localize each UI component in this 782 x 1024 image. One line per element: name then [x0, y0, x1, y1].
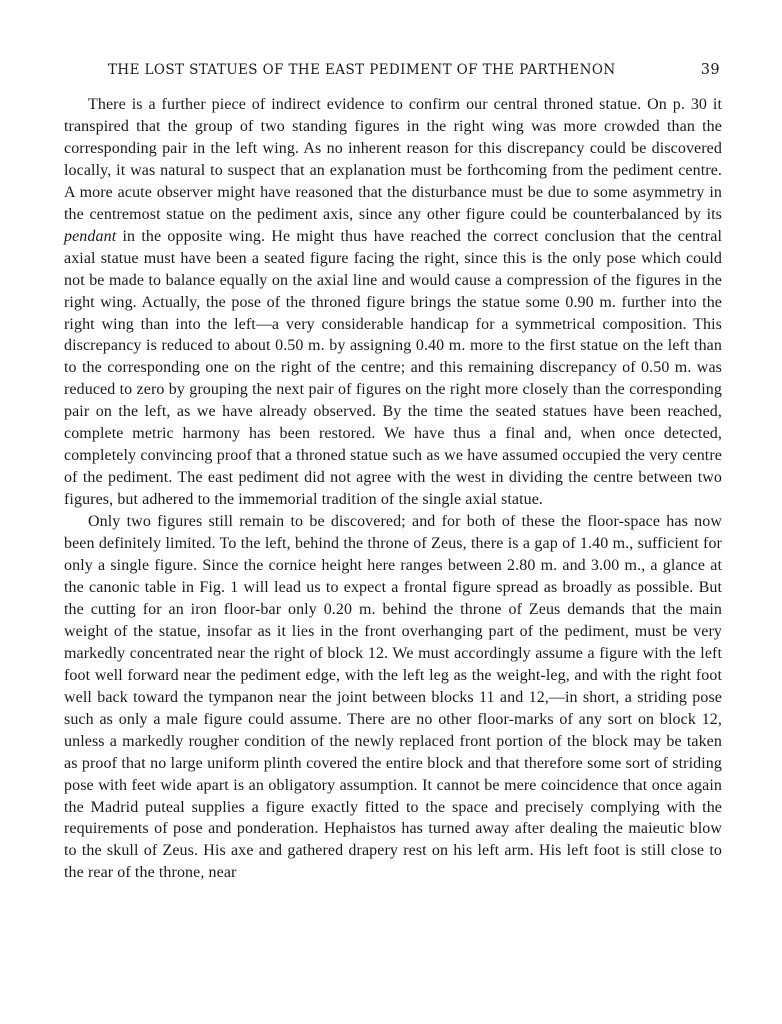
- running-header: [108, 62, 720, 84]
- body-text: [64, 94, 722, 884]
- paragraph-throned-statue-evidence: [64, 94, 722, 511]
- paragraph-text: in the opposite wing. He might thus have reached the correct conclusion that the central axial statue must have been a seated figure facing the right, since this is the only pose which could not be made to balance equally on the axial line and would cause a compression of the figures in the right wing. Actually, the pose of the throned figure brings the statue some 0.90 m. further into the right wing than into the left—a very considerable handicap for a symmetrical composition. This discrepancy is reduced to about 0.50 m. by assigning 0.40 m. more to the first statue on the left than to the corresponding one on the right of the centre; and this remaining discrepancy of 0.50 m. was reduced to zero by grouping the next pair of figures on the right more closely than the corresponding pair on the left, as we have already observed. By the time the seated statues have been reached, complete metric harmony has been restored. We have thus a final and, when once detected, completely convincing proof that a throned statue such as we have assumed occupied the very centre of the pediment. The east pediment did not agree with the west in dividing the centre between two figures, but adhered to the immemorial tradition of the single axial statue.: [64, 227, 722, 509]
- running-title: THE LOST STATUES OF THE EAST PEDIMENT OF THE PARTHENON: [108, 62, 616, 78]
- paragraph-text: There is a further piece of indirect evidence to confirm our central throned statue. On p. 30 it transpired that the group of two standing figures in the right wing was more crowded than the corresponding pair in the left wing. As no inherent reason for this discrepancy could be discovered locally, it was natural to suspect that an explanation must be forthcoming from the pediment centre. A more acute observer might have reasoned that the disturbance must be due to some asymmetry in the centremost statue on the pediment axis, since any other figure could be counterbalanced by its: [64, 96, 722, 223]
- page-number: 39: [700, 62, 720, 78]
- italic-term-pendant: pendant: [64, 227, 117, 245]
- paragraph-remaining-figures: Only two figures still remain to be discovered; and for both of these the floor-space has now been definitely limited. To the left, behind the throne of Zeus, there is a gap of 1.40 m., sufficient for only a single figure. Since the cornice height here ranges between 2.80 m. and 3.00 m., a glance at the canonic table in Fig. 1 will lead us to expect a frontal figure spread as broadly as possible. But the cutting for an iron floor-bar only 0.20 m. behind the throne of Zeus demands that the main weight of the statue, insofar as it lies in the front overhanging part of the pediment, must be very markedly concentrated near the right of block 12. We must accordingly assume a figure with the left foot well forward near the pediment edge, with the left leg as the weight-leg, and with the right foot well back toward the tympanon near the joint between blocks 11 and 12,—in short, a striding pose such as only a male figure could assume. There are no other floor-marks of any sort on block 12, unless a markedly rougher condition of the newly replaced front portion of the block may be taken as proof that no large uniform plinth covered the entire block and that therefore some sort of striding pose with feet wide apart is an obligatory assumption. It cannot be mere coincidence that once again the Madrid puteal supplies a figure exactly fitted to the space and precisely complying with the requirements of pose and ponderation. Hephaistos has turned away after dealing the maieutic blow to the skull of Zeus. His axe and gathered drapery rest on his left arm. His left foot is still close to the rear of the throne, near: [64, 513, 722, 882]
